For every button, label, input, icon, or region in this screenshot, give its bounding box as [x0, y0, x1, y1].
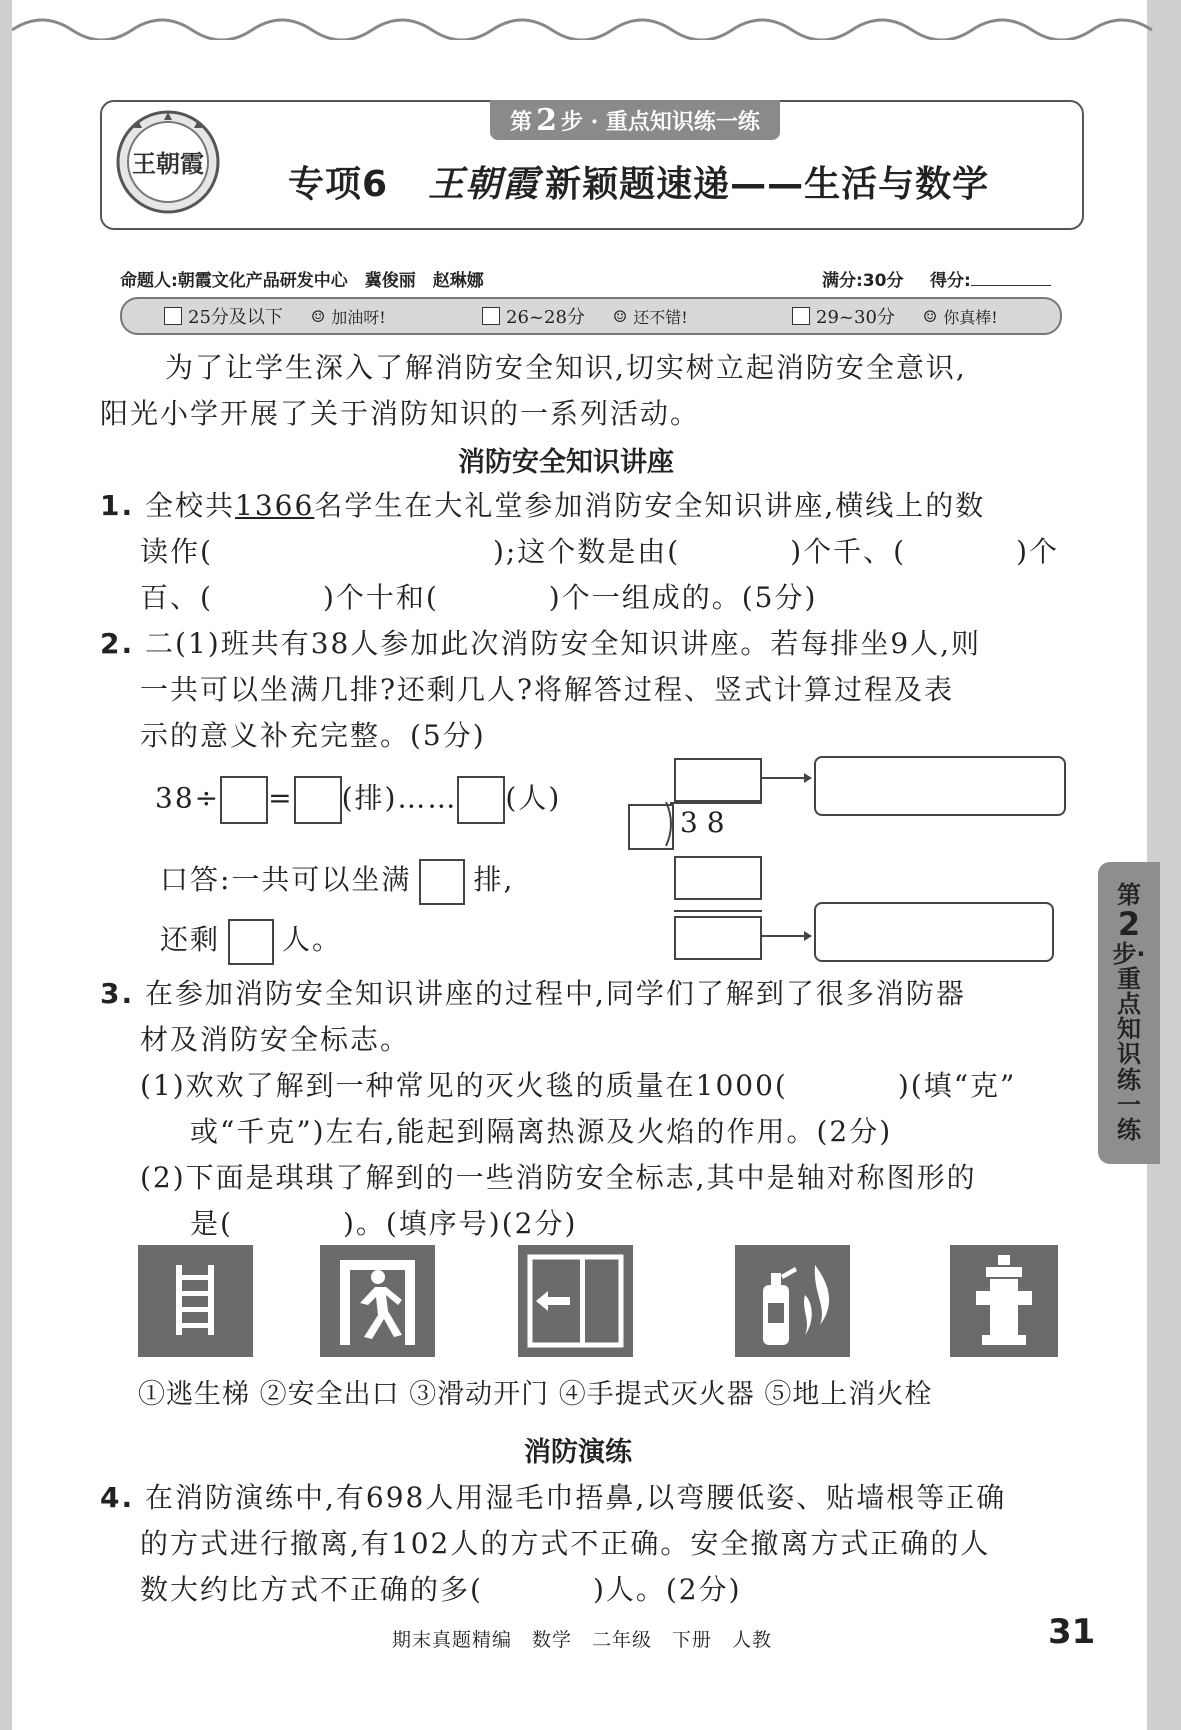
wavy-border	[12, 0, 1181, 40]
score-bar	[120, 297, 1062, 335]
full-score: 满分:30分	[822, 271, 904, 291]
q3-text: )。(填序号)(2分)	[342, 1207, 578, 1240]
step-number: 2	[536, 102, 557, 138]
q4-text: 在消防演练中,有698人用湿毛巾捂鼻,以弯腰低姿、贴墙根等正确	[145, 1481, 1007, 1514]
author-line: 命题人:朝霞文化产品研发中心 冀俊丽 赵琳娜	[120, 271, 484, 291]
q3-text: 是(	[190, 1207, 233, 1240]
side-tab-char: 第	[1117, 880, 1141, 909]
q2-line-1	[100, 622, 981, 662]
eq-text: (人)	[505, 781, 562, 815]
sign-caption: ④手提式灭火器	[558, 1379, 755, 1410]
side-tab-char: 一	[1117, 1090, 1141, 1119]
q3-line-1	[100, 972, 966, 1012]
division-bracket	[664, 802, 678, 846]
sign-caption: ③滑动开门	[409, 1379, 550, 1410]
answer-text: 还剩	[160, 923, 221, 956]
q3-part2-line2	[190, 1202, 577, 1242]
arrow-icon	[760, 928, 812, 944]
score-label	[930, 266, 1051, 291]
side-tab-char: 步·	[1112, 939, 1146, 968]
smile-icon: ☺	[310, 306, 326, 326]
q3-part1-line2: 或“千克”)左右,能起到隔离热源及火焰的作用。(2分)	[190, 1115, 893, 1148]
score-tip: 加油呀!	[331, 307, 386, 327]
answer-box[interactable]	[294, 776, 342, 824]
q1-text: );这个数是由(	[492, 535, 681, 568]
eq-text: =	[268, 781, 294, 815]
q2-answer-2	[160, 918, 342, 965]
q4-line-2: 的方式进行撤离,有102人的方式不正确。安全撤离方式正确的人	[140, 1527, 991, 1560]
step-suffix: 步 · 重点知识练一练	[560, 108, 760, 135]
sign-fire-hydrant	[950, 1245, 1058, 1357]
q1-line-3	[140, 576, 817, 616]
q3-text: 在参加消防安全知识讲座的过程中,同学们了解到了很多消防器	[145, 977, 966, 1010]
side-tab-char: 知	[1117, 1015, 1141, 1044]
side-tab-char: 点	[1117, 990, 1141, 1019]
checkbox[interactable]	[164, 307, 182, 325]
score-tip: 你真棒!	[943, 307, 998, 327]
intro-line-1: 为了让学生深入了解消防安全知识,切实树立起消防安全意识,	[165, 351, 967, 384]
score-tip: 还不错!	[633, 307, 688, 327]
sign-escape-ladder	[138, 1245, 253, 1357]
q3-number: 3.	[100, 977, 135, 1010]
footer: 期末真题精编 数学 二年级 下册 人教	[392, 1629, 773, 1651]
answer-box[interactable]	[220, 776, 268, 824]
brand-logo	[108, 106, 228, 218]
hydrant-icon	[950, 1245, 1058, 1357]
score-level-1	[164, 303, 386, 329]
running-man-icon	[320, 1245, 435, 1357]
intro-line-2: 阳光小学开展了关于消防知识的一系列活动。	[100, 397, 701, 430]
q1-underlined-number: 1366	[235, 489, 315, 522]
sign-captions	[138, 1372, 932, 1411]
q2-line-3: 示的意义补充完整。(5分)	[140, 719, 486, 752]
q1-text: )个一组成的。(5分)	[548, 581, 818, 614]
side-tab-char: 2	[1117, 905, 1141, 944]
extinguisher-icon	[735, 1245, 850, 1357]
page-title	[288, 156, 989, 207]
answer-text: 排,	[473, 863, 515, 896]
step-tab	[490, 100, 780, 140]
q4-text: 数大约比方式不正确的多(	[140, 1573, 483, 1606]
score-level-3	[792, 303, 998, 329]
answer-text: 口答:一共可以坐满	[160, 863, 412, 896]
q2-number: 2.	[100, 627, 135, 660]
title-brand: 王朝霞	[428, 163, 540, 205]
side-tab-char: 练	[1117, 1115, 1141, 1144]
q3-part1-line1	[140, 1064, 1016, 1104]
eq-text: 38÷	[155, 781, 221, 815]
smile-icon: ☺	[922, 306, 938, 326]
q2-line-2: 一共可以坐满几排?还剩几人?将解答过程、竖式计算过程及表	[140, 673, 955, 706]
q1-text: 百、(	[140, 581, 213, 614]
q3-text: )(填“克”	[897, 1069, 1017, 1102]
meaning-box-1[interactable]	[814, 756, 1066, 816]
sign-caption: ⑤地上消火栓	[764, 1379, 933, 1410]
page-number: 31	[1048, 1612, 1096, 1652]
q1-line-1	[100, 484, 985, 524]
title-main: 新颖题速递——生活与数学	[545, 164, 990, 205]
product-box[interactable]	[674, 856, 762, 900]
ladder-icon	[138, 1245, 253, 1357]
section-title-lecture: 消防安全知识讲座	[458, 447, 674, 478]
division-bar	[670, 802, 762, 804]
score-label-text: 得分:	[930, 271, 971, 291]
score-range: 25分及以下	[188, 307, 283, 328]
remainder-box[interactable]	[674, 916, 762, 960]
dividend: 3 8	[680, 806, 725, 839]
answer-box[interactable]	[457, 776, 505, 824]
sign-exit	[320, 1245, 435, 1357]
subtract-bar	[674, 910, 762, 912]
q1-text: )个十和(	[322, 581, 439, 614]
q1-line-2	[140, 530, 1059, 570]
q4-line-3	[140, 1568, 742, 1608]
checkbox[interactable]	[482, 307, 500, 325]
sign-fire-extinguisher	[735, 1245, 850, 1357]
side-step-tab	[1098, 862, 1160, 1164]
q2-text: 二(1)班共有38人参加此次消防安全知识讲座。若每排坐9人,则	[145, 627, 982, 660]
sign-caption: ②安全出口	[259, 1379, 400, 1410]
sign-caption: ①逃生梯	[138, 1379, 250, 1410]
side-tab-char: 识	[1117, 1040, 1141, 1069]
sliding-door-icon	[518, 1245, 633, 1357]
q1-number: 1.	[100, 489, 135, 522]
q3-part2-line1: (2)下面是琪琪了解到的一些消防安全标志,其中是轴对称图形的	[140, 1161, 977, 1194]
q4-line-1	[100, 1476, 1006, 1516]
q2-equation	[155, 776, 561, 824]
section-title-drill: 消防演练	[524, 1437, 632, 1468]
smile-icon: ☺	[612, 306, 628, 326]
q2-answer-1	[160, 858, 514, 905]
q3-text: (1)欢欢了解到一种常见的灭火毯的质量在1000(	[140, 1069, 788, 1102]
quotient-box[interactable]	[674, 758, 762, 802]
q1-text: 读作(	[140, 535, 213, 568]
q1-text: )个千、(	[790, 535, 907, 568]
q4-number: 4.	[100, 1481, 135, 1514]
side-tab-char: 重	[1117, 964, 1141, 993]
title-prefix: 专项6	[288, 164, 389, 205]
checkbox[interactable]	[792, 307, 810, 325]
sign-sliding-door	[518, 1245, 633, 1357]
q3-line-2: 材及消防安全标志。	[140, 1023, 411, 1056]
arrow-icon	[760, 770, 812, 786]
answer-box[interactable]	[419, 859, 465, 905]
eq-text: (排)……	[341, 781, 458, 815]
score-range: 26~28分	[506, 307, 585, 328]
answer-box[interactable]	[228, 919, 274, 965]
answer-text: 人。	[282, 923, 343, 956]
score-level-2	[482, 303, 688, 329]
meaning-box-2[interactable]	[814, 902, 1054, 962]
side-tab-char: 练	[1117, 1065, 1141, 1094]
score-range: 29~30分	[816, 307, 895, 328]
logo-text: 王朝霞	[132, 149, 204, 178]
q4-text: )人。(2分)	[592, 1573, 742, 1606]
q1-text: 名学生在大礼堂参加消防安全知识讲座,横线上的数	[314, 489, 986, 522]
q1-text: )个	[1016, 535, 1060, 568]
q1-text: 全校共	[145, 489, 236, 522]
step-prefix: 第	[510, 108, 533, 135]
